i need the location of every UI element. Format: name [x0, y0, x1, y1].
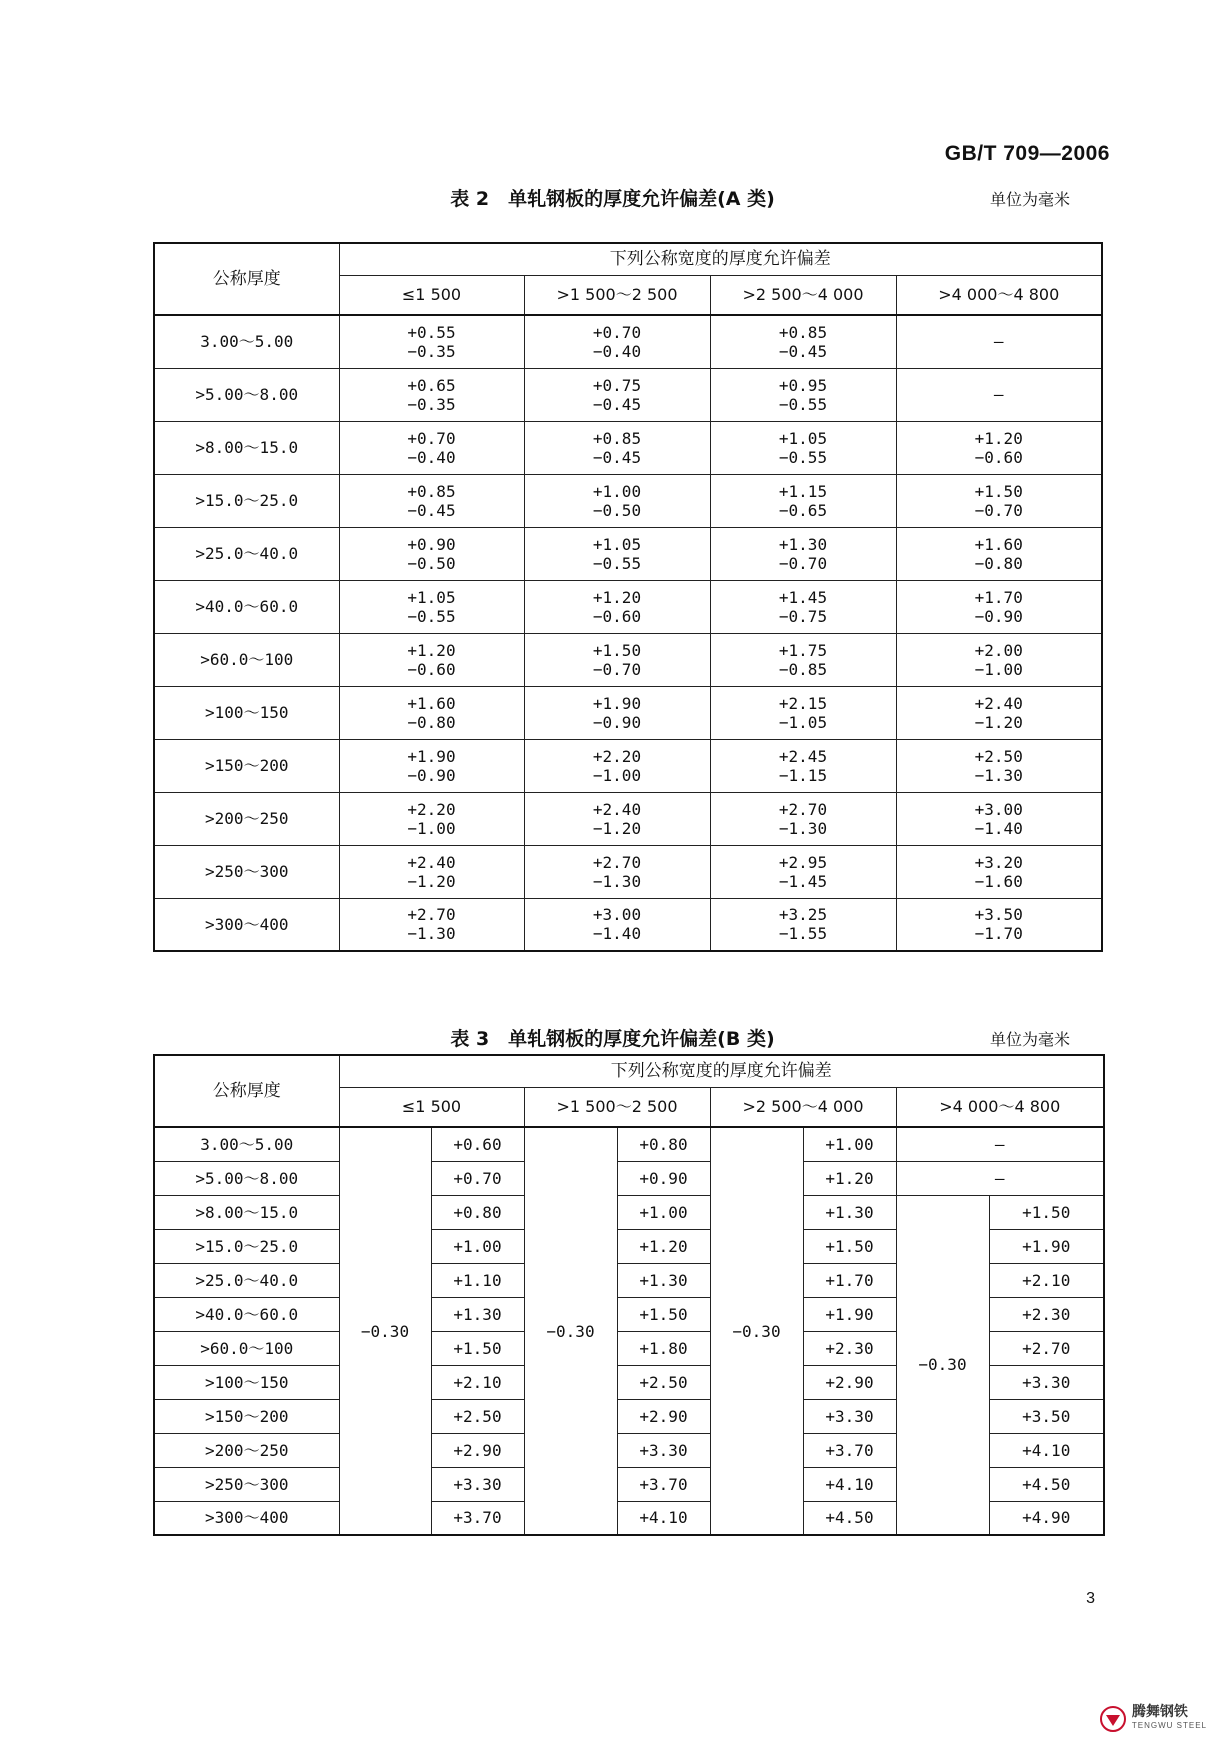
upper-deviation-cell: +4.10 — [989, 1433, 1104, 1467]
deviation-cell — [524, 633, 710, 686]
upper-deviation: +1.20 — [407, 640, 456, 660]
upper-deviation-cell: +0.70 — [431, 1161, 524, 1195]
upper-deviation-cell: +3.30 — [803, 1399, 896, 1433]
upper-deviation-cell: +4.10 — [617, 1501, 710, 1535]
upper-deviation: +1.20 — [974, 428, 1023, 448]
upper-deviation-cell: +4.50 — [989, 1467, 1104, 1501]
table3-head-group: 下列公称宽度的厚度允许偏差 — [339, 1055, 1104, 1087]
table2-row — [154, 686, 1102, 739]
lower-deviation: −0.90 — [407, 765, 456, 785]
brand-logo — [1100, 1706, 1207, 1732]
table2-row — [154, 845, 1102, 898]
thickness-cell: >5.00～8.00 — [154, 1161, 339, 1195]
upper-deviation: +3.00 — [974, 799, 1023, 819]
deviation-cell — [896, 633, 1102, 686]
upper-deviation: +1.90 — [407, 746, 456, 766]
upper-deviation: +2.70 — [778, 799, 828, 819]
table3-head-width: ≤1 500 — [339, 1087, 524, 1127]
upper-deviation: +0.95 — [778, 375, 828, 395]
deviation-cell — [524, 898, 710, 951]
upper-deviation: +1.20 — [592, 587, 642, 607]
upper-deviation: +3.50 — [974, 905, 1023, 925]
lower-deviation: −1.00 — [974, 659, 1023, 679]
lower-deviation: −1.40 — [974, 818, 1023, 838]
deviation-cell — [524, 421, 710, 474]
upper-deviation-cell: +1.50 — [431, 1331, 524, 1365]
deviation-cell — [710, 368, 896, 421]
table2-row — [154, 580, 1102, 633]
thickness-cell: >40.0～60.0 — [154, 1297, 339, 1331]
upper-deviation-cell: +1.90 — [803, 1297, 896, 1331]
lower-deviation: −0.90 — [592, 712, 642, 732]
lower-deviation: −0.85 — [778, 659, 828, 679]
upper-deviation: +2.40 — [592, 799, 642, 819]
deviation-cell — [339, 421, 524, 474]
table2-head-group: 下列公称宽度的厚度允许偏差 — [339, 243, 1102, 275]
lower-deviation: −1.20 — [407, 871, 456, 891]
deviation-cell — [524, 368, 710, 421]
thickness-cell: >200～250 — [154, 1433, 339, 1467]
upper-deviation: +2.95 — [778, 852, 828, 872]
lower-deviation: −0.80 — [974, 553, 1023, 573]
lower-deviation: −1.45 — [778, 871, 828, 891]
lower-deviation: −1.60 — [974, 871, 1023, 891]
lower-deviation: −0.60 — [974, 447, 1023, 467]
deviation-cell — [524, 792, 710, 845]
table2-caption: 表 2 单轧钢板的厚度允许偏差(A 类) — [450, 188, 775, 210]
lower-deviation-cell: −0.30 — [339, 1127, 431, 1535]
thickness-cell: 3.00～5.00 — [154, 315, 339, 368]
lower-deviation: −0.55 — [778, 447, 828, 467]
logo-text-cn: 腾舞钢铁 — [1131, 1704, 1188, 1720]
upper-deviation-cell: +1.50 — [617, 1297, 710, 1331]
upper-deviation-cell: +1.70 — [803, 1263, 896, 1297]
upper-deviation: +0.85 — [407, 481, 456, 501]
deviation-cell — [710, 633, 896, 686]
upper-deviation: +1.70 — [974, 587, 1023, 607]
deviation-cell — [524, 739, 710, 792]
table2-head-thickness: 公称厚度 — [154, 243, 339, 315]
thickness-cell: >15.0～25.0 — [154, 1229, 339, 1263]
upper-deviation-cell: +1.30 — [431, 1297, 524, 1331]
lower-deviation-cell: −0.30 — [524, 1127, 617, 1535]
deviation-cell — [524, 845, 710, 898]
upper-deviation: +0.75 — [592, 375, 642, 395]
upper-deviation-cell: +4.90 — [989, 1501, 1104, 1535]
lower-deviation: −0.60 — [407, 659, 456, 679]
thickness-cell: >8.00～15.0 — [154, 421, 339, 474]
lower-deviation: −0.75 — [778, 606, 828, 626]
table3 — [153, 1054, 1105, 1536]
upper-deviation: +0.65 — [407, 375, 456, 395]
table3-head-width: >1 500～2 500 — [524, 1087, 710, 1127]
table2-head-width: >2 500～4 000 — [710, 275, 896, 315]
table2-row — [154, 315, 1102, 368]
upper-deviation: +0.85 — [778, 322, 828, 342]
upper-deviation: +3.20 — [974, 852, 1023, 872]
upper-deviation-cell: +3.70 — [803, 1433, 896, 1467]
deviation-cell — [896, 315, 1102, 368]
lower-deviation: −1.40 — [592, 924, 642, 944]
lower-deviation: −1.55 — [778, 924, 828, 944]
table2 — [153, 242, 1103, 952]
upper-deviation: +0.70 — [592, 322, 642, 342]
upper-deviation-cell: +0.80 — [617, 1127, 710, 1161]
upper-deviation: +2.70 — [592, 852, 642, 872]
lower-deviation-cell: −0.30 — [896, 1195, 989, 1535]
thickness-cell: 3.00～5.00 — [154, 1127, 339, 1161]
upper-deviation: +0.55 — [407, 322, 456, 342]
page-number: 3 — [1086, 1590, 1095, 1607]
lower-deviation: −0.55 — [407, 606, 456, 626]
thickness-cell: >150～200 — [154, 1399, 339, 1433]
deviation-cell — [710, 474, 896, 527]
lower-deviation: −0.40 — [407, 447, 456, 467]
table2-head-width: >4 000～4 800 — [896, 275, 1102, 315]
upper-deviation-cell: +1.00 — [617, 1195, 710, 1229]
tengwu-logo-icon — [1100, 1706, 1126, 1732]
lower-deviation: −1.20 — [974, 712, 1023, 732]
upper-deviation: +1.30 — [778, 534, 828, 554]
deviation-cell — [710, 845, 896, 898]
upper-deviation: +2.40 — [974, 693, 1023, 713]
upper-deviation-cell: +1.20 — [617, 1229, 710, 1263]
deviation-cell — [710, 580, 896, 633]
thickness-cell: >300～400 — [154, 898, 339, 951]
upper-deviation: +1.60 — [407, 693, 456, 713]
table2-row — [154, 898, 1102, 951]
upper-deviation-cell: +3.30 — [617, 1433, 710, 1467]
thickness-cell: >5.00～8.00 — [154, 368, 339, 421]
table2-row — [154, 739, 1102, 792]
deviation-cell — [896, 527, 1102, 580]
deviation-cell — [339, 527, 524, 580]
lower-deviation: −0.50 — [407, 553, 456, 573]
upper-deviation-cell: +1.10 — [431, 1263, 524, 1297]
lower-deviation: −0.40 — [592, 341, 642, 361]
deviation-cell — [524, 527, 710, 580]
upper-deviation: +2.70 — [407, 905, 456, 925]
table2-row — [154, 792, 1102, 845]
deviation-cell — [339, 739, 524, 792]
lower-deviation: −1.05 — [778, 712, 828, 732]
upper-deviation: — — [993, 385, 1004, 404]
lower-deviation: −1.15 — [778, 765, 828, 785]
deviation-cell — [710, 739, 896, 792]
upper-deviation-cell: +2.50 — [431, 1399, 524, 1433]
upper-deviation-cell: +3.30 — [431, 1467, 524, 1501]
thickness-cell: >200～250 — [154, 792, 339, 845]
upper-deviation: +1.05 — [778, 428, 828, 448]
lower-deviation: −1.00 — [407, 818, 456, 838]
deviation-cell — [896, 898, 1102, 951]
deviation-cell — [710, 527, 896, 580]
upper-deviation-cell: +2.50 — [617, 1365, 710, 1399]
upper-deviation-cell: +2.90 — [431, 1433, 524, 1467]
upper-deviation: +2.45 — [778, 746, 828, 766]
lower-deviation: −0.55 — [778, 394, 828, 414]
thickness-cell: >100～150 — [154, 1365, 339, 1399]
upper-deviation-cell: +2.90 — [803, 1365, 896, 1399]
deviation-cell — [710, 898, 896, 951]
thickness-cell: >60.0～100 — [154, 633, 339, 686]
upper-deviation: +1.50 — [974, 481, 1023, 501]
lower-deviation: −0.50 — [592, 500, 642, 520]
deviation-cell — [339, 792, 524, 845]
upper-deviation: +2.50 — [974, 746, 1023, 766]
upper-deviation-cell: +3.50 — [989, 1399, 1104, 1433]
upper-deviation-cell: +2.90 — [617, 1399, 710, 1433]
deviation-cell — [339, 898, 524, 951]
table2-row — [154, 368, 1102, 421]
lower-deviation: −0.80 — [407, 712, 456, 732]
upper-deviation-cell: +1.90 — [989, 1229, 1104, 1263]
upper-deviation: +1.05 — [592, 534, 642, 554]
upper-deviation: +2.20 — [407, 799, 456, 819]
lower-deviation: −0.60 — [592, 606, 642, 626]
lower-deviation: −0.70 — [592, 659, 642, 679]
upper-deviation-cell: +3.70 — [617, 1467, 710, 1501]
deviation-cell — [710, 792, 896, 845]
lower-deviation: −0.45 — [592, 394, 642, 414]
upper-deviation-cell: +2.10 — [989, 1263, 1104, 1297]
table2-row — [154, 527, 1102, 580]
thickness-cell: >250～300 — [154, 1467, 339, 1501]
thickness-cell: >40.0～60.0 — [154, 580, 339, 633]
thickness-cell: >300～400 — [154, 1501, 339, 1535]
deviation-cell — [896, 739, 1102, 792]
upper-deviation: — — [993, 332, 1004, 352]
table3-unit: 单位为毫米 — [990, 1030, 1071, 1049]
upper-deviation-cell: +1.50 — [803, 1229, 896, 1263]
no-value-cell: — — [896, 1161, 1104, 1195]
upper-deviation: +1.90 — [592, 693, 642, 713]
lower-deviation: −1.30 — [592, 871, 642, 891]
deviation-cell — [896, 474, 1102, 527]
deviation-cell — [710, 686, 896, 739]
deviation-cell — [896, 792, 1102, 845]
table3-row — [154, 1127, 1104, 1161]
thickness-cell: >100～150 — [154, 686, 339, 739]
upper-deviation-cell: +2.70 — [989, 1331, 1104, 1365]
upper-deviation: +2.00 — [974, 640, 1023, 660]
upper-deviation-cell: +1.50 — [989, 1195, 1104, 1229]
table2-head-width: ≤1 500 — [339, 275, 524, 315]
lower-deviation: −0.35 — [407, 341, 456, 361]
upper-deviation-cell: +1.30 — [617, 1263, 710, 1297]
lower-deviation: −1.30 — [407, 924, 456, 944]
upper-deviation-cell: +3.70 — [431, 1501, 524, 1535]
deviation-cell — [710, 315, 896, 368]
lower-deviation: −0.55 — [592, 553, 642, 573]
deviation-cell — [524, 315, 710, 368]
thickness-cell: >60.0～100 — [154, 1331, 339, 1365]
upper-deviation-cell: +2.10 — [431, 1365, 524, 1399]
table2-row — [154, 474, 1102, 527]
deviation-cell — [524, 474, 710, 527]
deviation-cell — [339, 633, 524, 686]
lower-deviation-cell: −0.30 — [710, 1127, 803, 1535]
upper-deviation-cell: +1.00 — [431, 1229, 524, 1263]
deviation-cell — [896, 421, 1102, 474]
upper-deviation-cell: +2.30 — [989, 1297, 1104, 1331]
table3-head-width: >2 500～4 000 — [710, 1087, 896, 1127]
upper-deviation-cell: +0.60 — [431, 1127, 524, 1161]
upper-deviation-cell: +4.50 — [803, 1501, 896, 1535]
upper-deviation-cell: +0.80 — [431, 1195, 524, 1229]
deviation-cell — [339, 845, 524, 898]
deviation-cell — [896, 368, 1102, 421]
lower-deviation: −1.00 — [592, 765, 642, 785]
upper-deviation: +0.90 — [407, 534, 456, 554]
deviation-cell — [339, 580, 524, 633]
lower-deviation: −1.70 — [974, 924, 1023, 944]
upper-deviation: +2.40 — [407, 852, 456, 872]
lower-deviation: −0.65 — [778, 500, 828, 520]
upper-deviation: +1.05 — [407, 587, 456, 607]
lower-deviation: −0.70 — [974, 500, 1023, 520]
deviation-cell — [710, 421, 896, 474]
standard-id: GB/T 709—2006 — [944, 142, 1110, 165]
lower-deviation: −0.35 — [407, 394, 456, 414]
thickness-cell: >250～300 — [154, 845, 339, 898]
upper-deviation: +3.25 — [778, 905, 828, 925]
table2-unit: 单位为毫米 — [990, 190, 1071, 209]
lower-deviation: −0.45 — [778, 341, 828, 361]
deviation-cell — [896, 845, 1102, 898]
thickness-cell: >15.0～25.0 — [154, 474, 339, 527]
upper-deviation-cell: +1.20 — [803, 1161, 896, 1195]
upper-deviation: +1.50 — [592, 640, 642, 660]
deviation-cell — [896, 686, 1102, 739]
table2-row — [154, 421, 1102, 474]
upper-deviation-cell: +0.90 — [617, 1161, 710, 1195]
upper-deviation-cell: +1.80 — [617, 1331, 710, 1365]
deviation-cell — [339, 474, 524, 527]
thickness-cell: >25.0～40.0 — [154, 1263, 339, 1297]
deviation-cell — [339, 368, 524, 421]
thickness-cell: >8.00～15.0 — [154, 1195, 339, 1229]
no-value-cell: — — [896, 1127, 1104, 1161]
lower-deviation: −1.30 — [974, 765, 1023, 785]
table2-row — [154, 633, 1102, 686]
thickness-cell: >25.0～40.0 — [154, 527, 339, 580]
upper-deviation: +1.60 — [974, 534, 1023, 554]
upper-deviation: +2.20 — [592, 746, 642, 766]
lower-deviation: −0.45 — [407, 500, 456, 520]
table3-head-width: >4 000～4 800 — [896, 1087, 1104, 1127]
upper-deviation-cell: +3.30 — [989, 1365, 1104, 1399]
upper-deviation: +0.85 — [592, 428, 642, 448]
upper-deviation: +1.15 — [778, 481, 828, 501]
upper-deviation: +2.15 — [778, 693, 828, 713]
table3-head-thickness: 公称厚度 — [154, 1055, 339, 1127]
upper-deviation: +1.45 — [778, 587, 828, 607]
deviation-cell — [339, 686, 524, 739]
upper-deviation: +3.00 — [592, 905, 642, 925]
upper-deviation-cell: +4.10 — [803, 1467, 896, 1501]
upper-deviation-cell: +1.30 — [803, 1195, 896, 1229]
lower-deviation: −0.45 — [592, 447, 642, 467]
lower-deviation: −1.20 — [592, 818, 642, 838]
deviation-cell — [524, 580, 710, 633]
thickness-cell: >150～200 — [154, 739, 339, 792]
lower-deviation: −1.30 — [778, 818, 828, 838]
table3-caption: 表 3 单轧钢板的厚度允许偏差(B 类) — [450, 1028, 775, 1050]
table2-head-width: >1 500～2 500 — [524, 275, 710, 315]
upper-deviation-cell: +2.30 — [803, 1331, 896, 1365]
deviation-cell — [524, 686, 710, 739]
lower-deviation: −0.90 — [974, 606, 1023, 626]
lower-deviation: −0.70 — [778, 553, 828, 573]
upper-deviation: +1.00 — [592, 481, 642, 501]
upper-deviation-cell: +1.00 — [803, 1127, 896, 1161]
deviation-cell — [896, 580, 1102, 633]
logo-text-en: TENGWU STEEL — [1131, 1721, 1207, 1730]
deviation-cell — [339, 315, 524, 368]
table3-row — [154, 1195, 1104, 1229]
upper-deviation: +1.75 — [778, 640, 828, 660]
upper-deviation: +0.70 — [407, 428, 456, 448]
table3-row — [154, 1161, 1104, 1195]
